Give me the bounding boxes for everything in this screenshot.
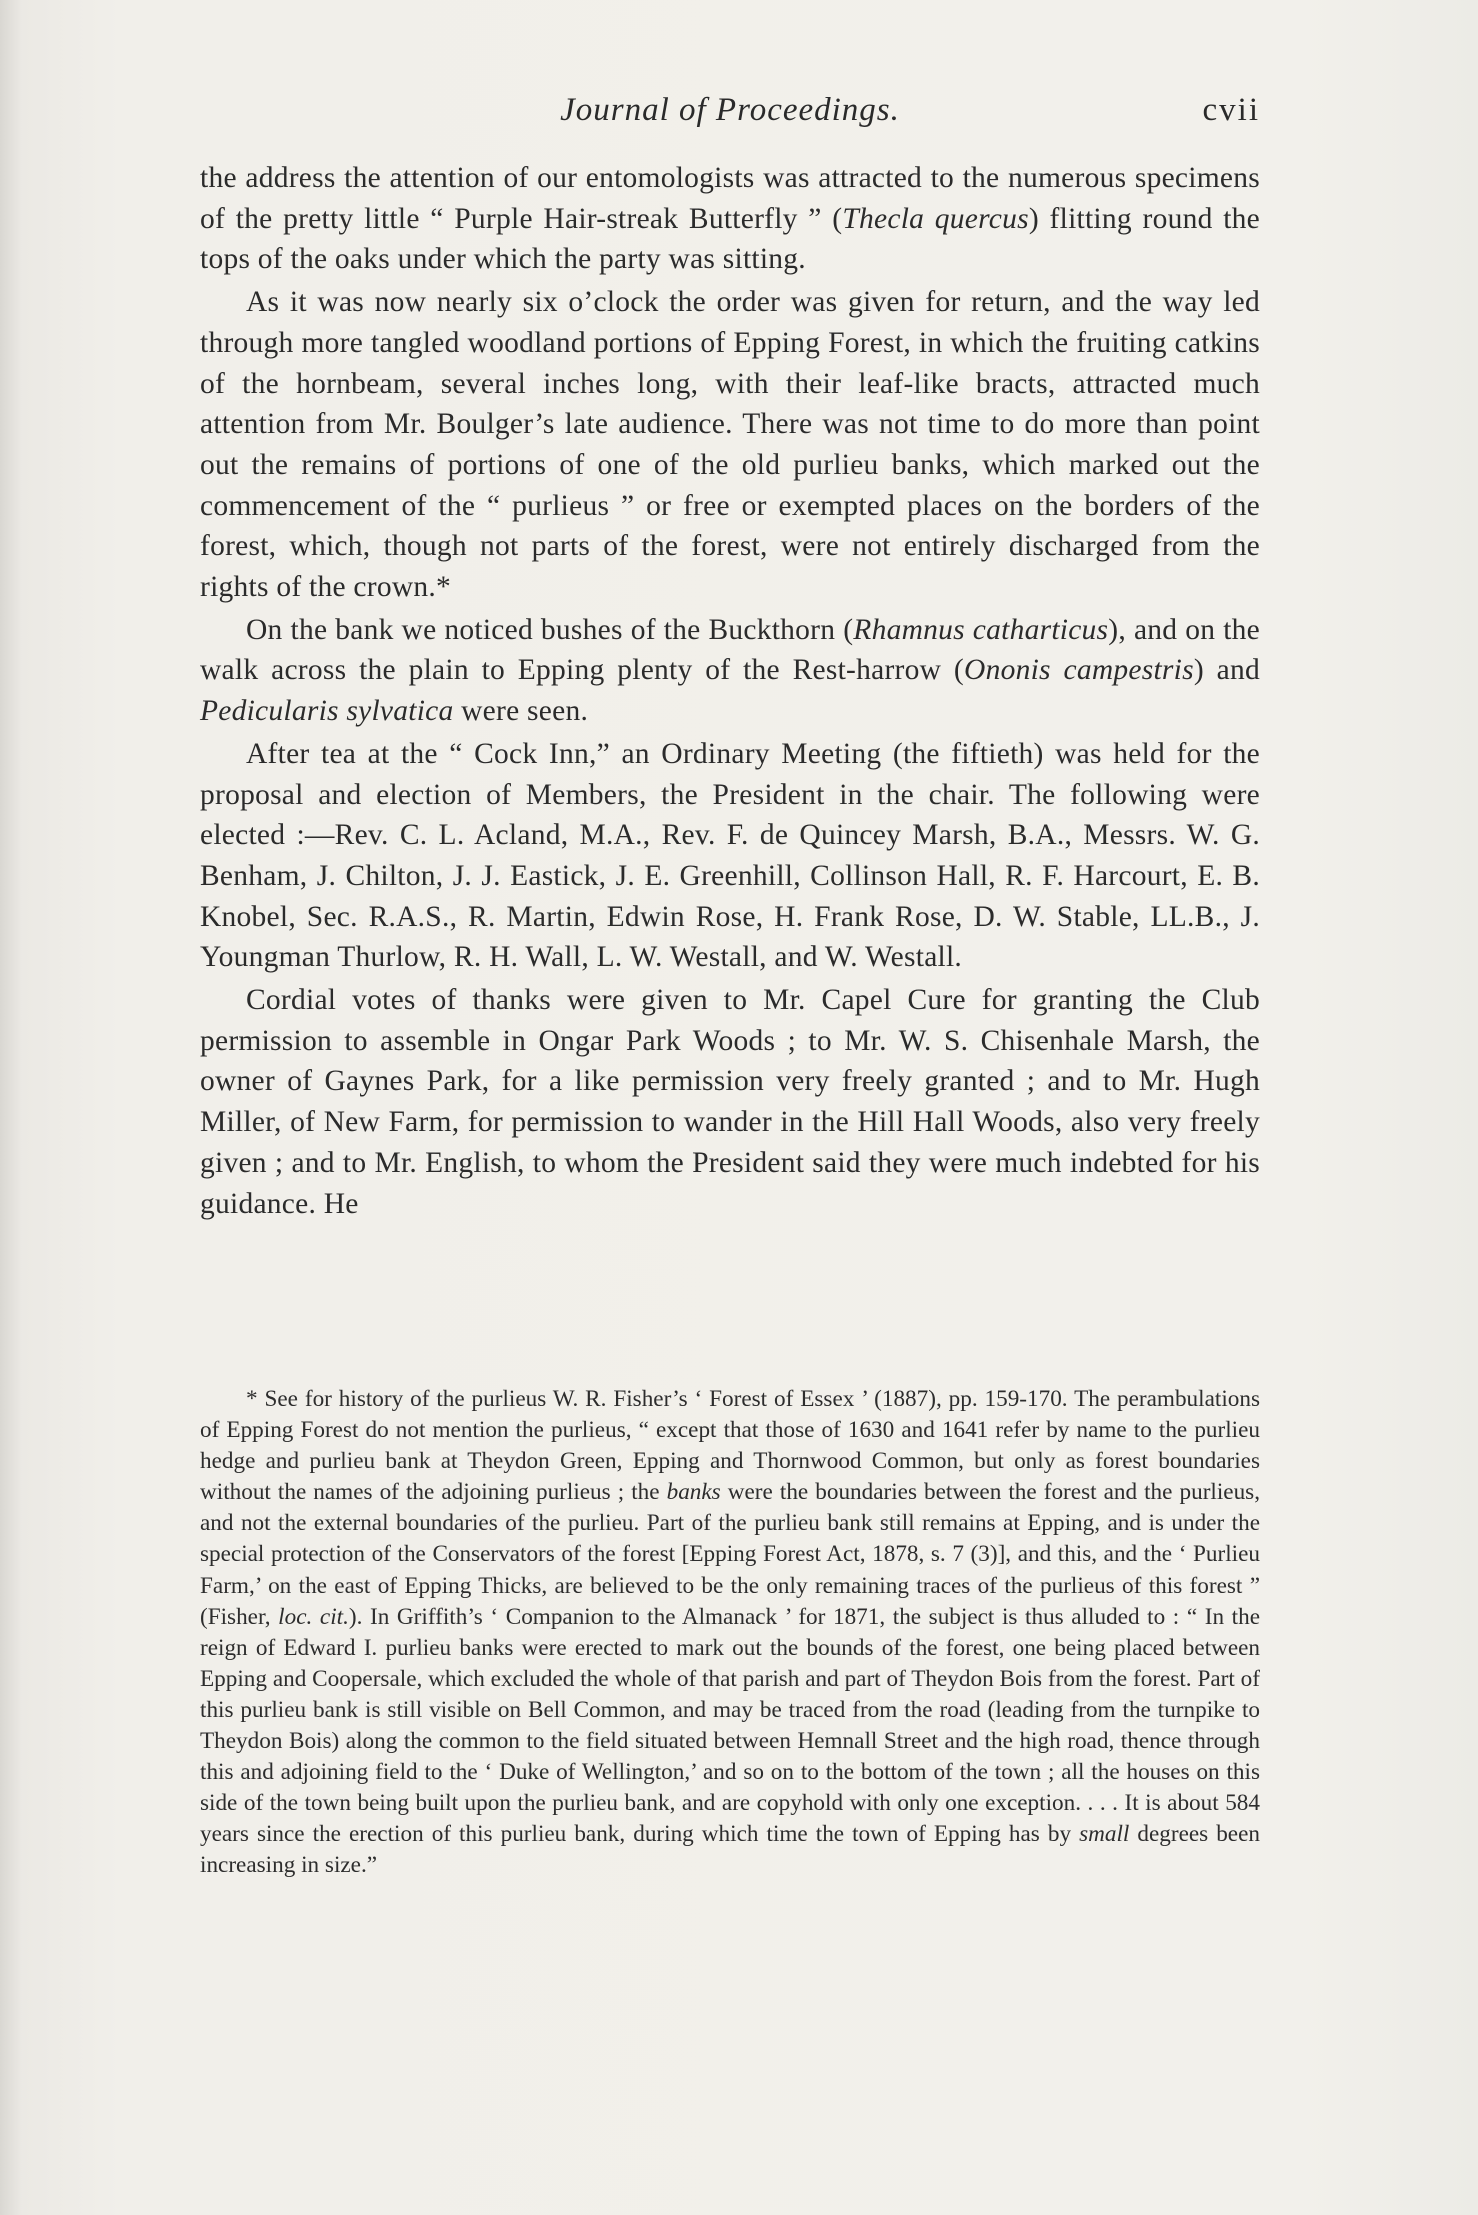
paragraph-3-text-g: were seen. [453,695,589,728]
page-number: cvii [1202,92,1260,128]
footnote [200,1384,1260,1882]
running-head: Journal of Proceedings. [560,92,900,128]
paragraph-1-text-a: the address the attention of our entomologists was attracted to the numerous specimens of the pretty little “ Purple Hair-streak Butterfly ” ( [200,162,1260,235]
paragraph-5: Cordial votes of thanks were given to Mr. Capel Cure for granting the Club permission to assemble in Ongar Park Woods ; to Mr. W. S. Chisenhale Marsh, the owner of Gaynes Park, for a like permission very freely granted ; and to Mr. Hugh Miller, of New Farm, for permission to wander in the Hill Hall Woods, also very freely given ; and to Mr. English, to whom the President said they were much indebted for his guidance. He [200,984,1260,1220]
footnote-text-g: degrees been increasing in size.” [200,1821,1260,1879]
footnote-text-a: * See for history of the purlieus W. R. Fisher’s ‘ Forest of Essex ’ (1887), pp. 159-170. The perambulations of Epping Forest do not mention the purlieus, “ except that those of 1630 and 1641 refer by name to the purlieu hedge and purlieu bank at Theydon Green, Epping and Thornwood Common, but only as forest boundaries without the names of the adjoining purlieus ; the [200,1386,1260,1506]
footnote-italic-loc-cit: loc. cit. [278,1603,349,1630]
footnote-text-e: ). In Griffith’s ‘ Companion to the Almanack ’ for 1871, the subject is thus alluded to : “ In the reign of Edward I. purlieu banks were erected to mark out the bounds of the forest, one being placed between Epping and Coopersale, which excluded the whole of that parish and part of Theydon Bois from the forest. Part of this purlieu bank is still visible on Bell Common, and may be traced from the road (leading from the turnpike to Theydon Bois) along the common to the field situated between Hemnall Street and the high road, thence through this and adjoining field to the ‘ Duke of Wellington,’ and so on to the bottom of the town ; all the houses on this side of the town being built upon the purlieu bank, and are copyhold with only one exception. . . . It is about 584 years since the erection of this purlieu bank, during which time the town of Epping has by [200,1603,1260,1848]
paragraph-3-text-e: ) and [1193,654,1260,687]
paragraph-3-text-c: ), and on the walk across the plain to Epping plenty of the Rest-harrow ( [200,613,1260,687]
paragraph-1 [200,158,1260,280]
species-name-pedicularis: Pedicularis sylvatica [200,695,454,728]
page-header [200,92,1260,138]
paragraph-3-text-a: On the bank we noticed bushes of the Buckthorn ( [246,613,854,646]
paragraph-3 [200,610,1260,732]
main-text [200,158,1260,1224]
paragraph-4: After tea at the “ Cock Inn,” an Ordinary Meeting (the fiftieth) was held for the proposal and election of Members, the President in the chair. The following were elected :—Rev. C. L. Acland, M.A., Rev. F. de Quincey Marsh, B.A., Messrs. W. G. Benham, J. Chilton, J. J. Eastick, J. E. Greenhill, Collinson Hall, R. F. Harcourt, E. B. Knobel, Sec. R.A.S., R. Martin, Edwin Rose, H. Frank Rose, D. W. Stable, LL.B., J. Youngman Thurlow, R. H. Wall, L. W. Westall, and W. Westall. [200,737,1260,974]
footnote-italic-banks: banks [666,1479,721,1506]
species-name-rhamnus: Rhamnus catharticus [853,613,1109,646]
footnote-text-c: were the boundaries between the forest and the purlieus, and not the external boundaries of the purlieu. Part of the purlieu bank still remains at Epping, and is under the special protection of the Conservators of the forest [Epping Forest Act, 1878, s. 7 (3)], and this, and the ‘ Purlieu Farm,’ on the east of Epping Thicks, are believed to be the only remaining traces of the purlieus of this forest ” (Fisher, [200,1479,1260,1630]
species-name-ononis: Ononis campestris [964,654,1194,687]
footnote-text [200,1384,1260,1882]
footnote-italic-small: small [1079,1821,1130,1848]
species-name-thecla: Thecla quercus [842,202,1029,235]
paragraph-1-text-c: ) flitting round the tops of the oaks under which the party was sitting. [200,202,1260,276]
paragraph-2: As it was now nearly six o’clock the order was given for return, and the way led through more tangled woodland portions of Epping Forest, in which the fruiting catkins of the hornbeam, several inches long, with their leaf-like bracts, attracted much attention from Mr. Boulger’s late audience. There was not time to do more than point out the remains of portions of one of the old purlieu banks, which marked out the commencement of the “ purlieus ” or free or exempted places on the borders of the forest, which, though not parts of the forest, were not entirely discharged from the rights of the crown.* [200,286,1260,604]
